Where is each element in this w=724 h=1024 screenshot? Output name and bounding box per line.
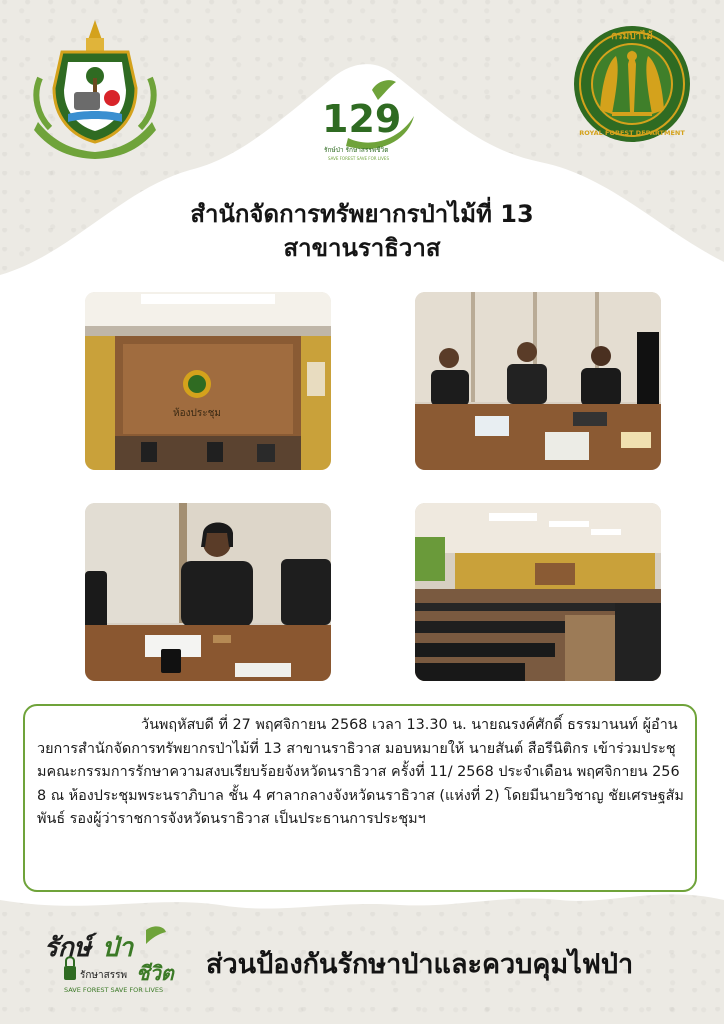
save-forest-text-a: รักษ์ (44, 933, 91, 963)
anniversary-number: 129 (322, 97, 402, 141)
meeting-room-photo (85, 292, 331, 470)
save-forest-text-d: ชีวิต (136, 961, 174, 985)
meeting-room-sign: ห้องประชุม (173, 408, 221, 419)
conference-hall-photo (415, 503, 661, 681)
officials-at-table-photo (415, 292, 661, 470)
rfd-bottom-text: ROYAL FOREST DEPARTMENT (579, 129, 685, 137)
anniversary-caption: รักษ์ป่า รักษาสรรพชีวิต (324, 146, 389, 154)
description-panel (23, 704, 697, 892)
anniversary-129-icon (318, 76, 418, 166)
page-title-line2: สาขานราธิวาส (283, 234, 441, 262)
official-seated-photo (85, 503, 331, 681)
department-name: ส่วนป้องกันรักษาป่าและควบคุมไฟป่า (206, 949, 634, 980)
save-forest-text-c: รักษาสรรพ (80, 970, 128, 981)
save-forest-text-b: ป่า (102, 933, 134, 963)
provincial-seal-icon (32, 18, 158, 160)
save-forest-logo-icon (42, 922, 192, 998)
rfd-top-text: กรมป่าไม้ (611, 31, 653, 42)
royal-forest-department-seal-icon (572, 22, 692, 152)
page-title-line1: สำนักจัดการทรัพยากรป่าไม้ที่ 13 (190, 200, 534, 228)
save-forest-tagline: SAVE FOREST SAVE FOR LIVES (64, 986, 164, 994)
anniversary-subcaption: SAVE FOREST SAVE FOR LIVES (328, 156, 389, 161)
description-text: วันพฤหัสบดี ที่ 27 พฤศจิกายน 2568 เวลา 13.30 น. นายณรงค์ศักดิ์ ธรรมานนท์ ผู้อำนวยการสำนักจัดการทรัพยากรป่าไม้ที่ 13 สาขานราธิวาส มอบหมายให้ นายสันต์ สือรีนิติกร เข้าร่วมประชุมคณะกรรมการรักษาความสงบเรียบร้อยจังหวัดนราธิวาส ครั้งที่ 11/ 2568 ประจำเดือน พฤศจิกายน 2568 ณ ห้องประชุมพระนราภิบาล ชั้น 4 ศาลากลางจังหวัดนราธิวาส (แห่งที่ 2) โดยมีนายวิชาญ ชัยเศรษฐสัมพันธ์ รองผู้ว่าราชการจังหวัดนราธิวาส เป็นประธานการประชุมฯ (37, 717, 684, 827)
